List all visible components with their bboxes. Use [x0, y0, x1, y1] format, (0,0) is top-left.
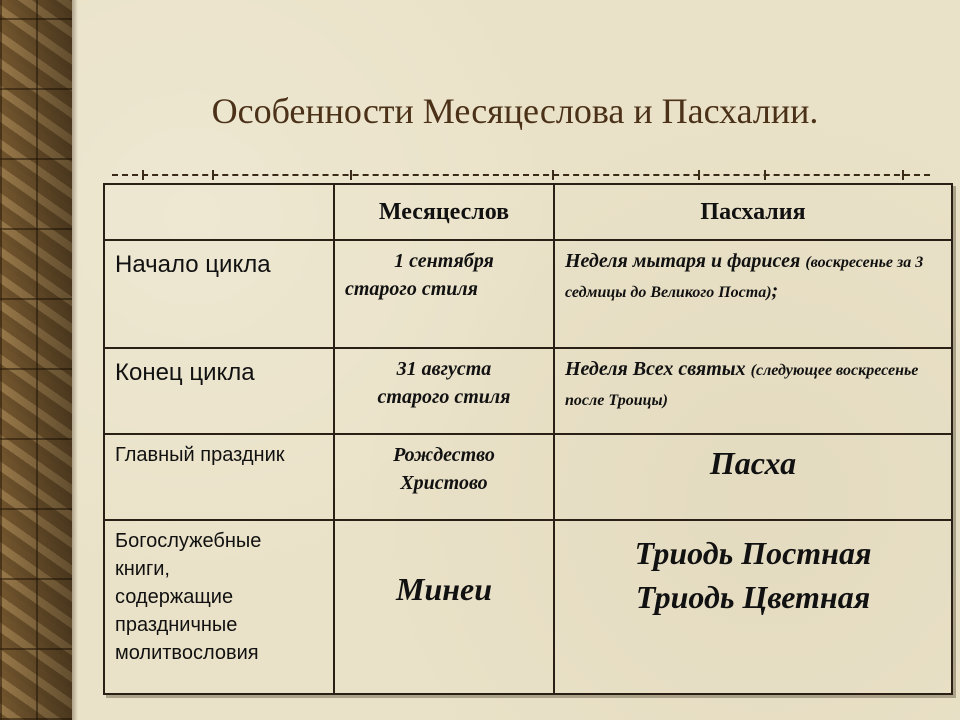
row-label-line: молитвословия: [115, 642, 259, 664]
paschalia-sub: (воскресенье за 3 седмицы до Великого Поста): [565, 254, 924, 301]
row-label: Конец цикла: [104, 348, 334, 434]
divider-mark: [698, 170, 704, 180]
cell-paschalia: [554, 240, 952, 348]
row-label-line: содержащие: [115, 586, 234, 608]
title-divider: [112, 170, 930, 180]
cell-mesyatseslov: [334, 348, 554, 434]
table-row: [104, 348, 952, 434]
row-label: Начало цикла: [104, 240, 334, 348]
cell-line: Христово: [400, 472, 488, 494]
row-label-line: праздничные: [115, 614, 238, 636]
cell-line: 1 сентября: [394, 250, 494, 272]
cell-line: старого стиля: [345, 278, 478, 300]
cell-paschalia: [554, 520, 952, 694]
row-label-line: книги,: [115, 558, 170, 580]
table-row: [104, 240, 952, 348]
row-label-line: Богослужебные: [115, 530, 262, 552]
cell-mesyatseslov: [334, 434, 554, 520]
row-label: [104, 520, 334, 694]
cell-paschalia: [554, 434, 952, 520]
cell-line: старого стиля: [377, 386, 511, 408]
paschalia-end: ;: [771, 280, 779, 302]
divider-mark: [764, 170, 770, 180]
slide-title: Особенности Месяцеслова и Пасхалии.: [211, 91, 819, 131]
cell-line: 31 августа: [396, 358, 492, 380]
divider-mark: [350, 170, 356, 180]
cell-mesyatseslov: [334, 240, 554, 348]
paschalia-sub: (следующее воскресенье после Троицы): [565, 362, 919, 409]
cell-line: Триодь Цветная: [635, 579, 871, 615]
comparison-table: [103, 183, 953, 695]
cell-line: Рождество: [393, 444, 495, 466]
divider-mark: [902, 170, 908, 180]
cell-paschalia: [554, 348, 952, 434]
header-mesyatseslov: Месяцеслов: [334, 184, 554, 240]
divider-mark: [212, 170, 218, 180]
header-paschalia: Пасхалия: [554, 184, 952, 240]
cell-mesyatseslov: [334, 520, 554, 694]
paschalia-main: Неделя Всех святых: [565, 358, 746, 380]
cell-line: Триодь Постная: [634, 535, 872, 571]
divider-mark: [552, 170, 558, 180]
divider-line: [112, 174, 930, 176]
paschalia-main: Пасха: [709, 445, 797, 481]
table-header-row: [104, 184, 952, 240]
header-empty: [104, 184, 334, 240]
table-row: [104, 434, 952, 520]
decorative-left-strip: [0, 0, 72, 720]
strip-shadow: [72, 0, 78, 720]
paschalia-main: Неделя мытаря и фарисея: [565, 250, 801, 272]
row-label: Главный праздник: [104, 434, 334, 520]
cell-line: Минеи: [395, 571, 492, 607]
table-row: [104, 520, 952, 694]
divider-mark: [142, 170, 148, 180]
